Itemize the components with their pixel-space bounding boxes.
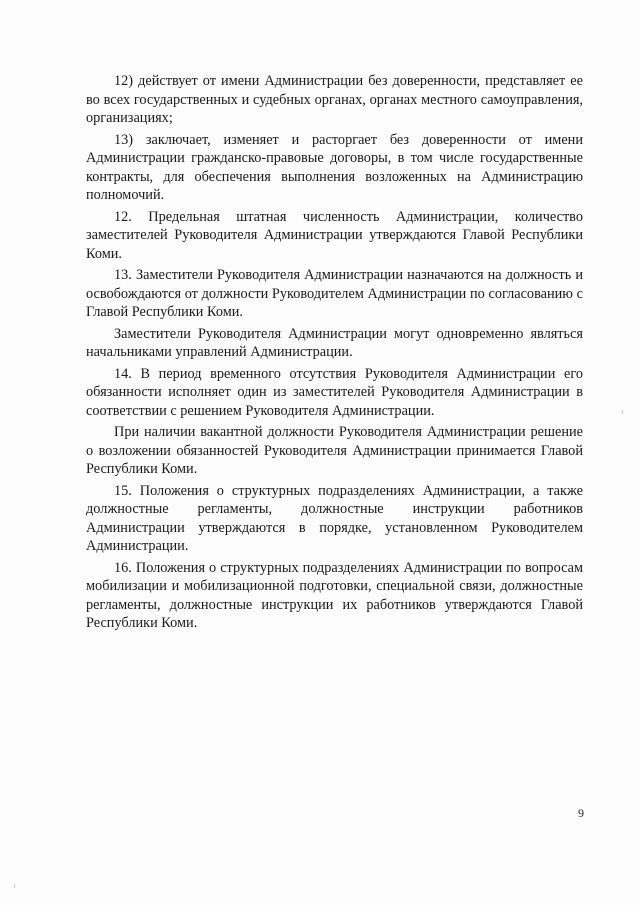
paragraph-12-1-item-13: 13) заключает, изменяет и расторгает без доверенности от имени Администрации гражданско-правовые договоры, в том числе государственные контракты, для обеспечения выполнения возложенных на Администрацию полномочий. xyxy=(86,131,583,203)
paragraph-16: 16. Положения о структурных подразделениях Администрации по вопросам мобилизации и мобилизационной подготовки, специальной связи, должностные регламенты, должностные инструкции их работников утверждаются Главой Республики Коми. xyxy=(86,559,583,631)
paragraph-13-deputies: Заместители Руководителя Администрации могут одновременно являться начальниками управлений Администрации. xyxy=(86,325,583,360)
document-body xyxy=(86,72,583,636)
paragraph-14-vacancy: При наличии вакантной должности Руководителя Администрации решение о возложении обязанностей Руководителя Администрации принимается Главой Республики Коми. xyxy=(86,424,583,477)
paragraph-12-1-item: 12) действует от имени Администрации без доверенности, представляет ее во всех государственных и судебных органах, органах местного самоуправления, организациях; xyxy=(86,73,583,126)
paragraph-12: 12. Предельная штатная численность Администрации, количество заместителей Руководителя Администрации утверждаются Главой Республики Коми. xyxy=(86,208,583,262)
scan-speck xyxy=(14,884,15,888)
paragraph-15: 15. Положения о структурных подразделениях Администрации, а также должностные регламенты, должностные инструкции работников Администрации утверждаются в порядке, установленном Руководителем Администрации. xyxy=(86,482,583,554)
page-number: 9 xyxy=(578,806,584,820)
paragraph-13: 13. Заместители Руководителя Администрации назначаются на должность и освобождаются от должности Руководителем Администрации по согласованию с Главой Республики Коми. xyxy=(86,267,583,320)
paragraph-14: 14. В период временного отсутствия Руководителя Администрации его обязанности исполняет один из заместителей Руководителя Администрации в соответствии с решением Руководителя Администрации. xyxy=(86,365,583,419)
scan-speck xyxy=(622,410,623,414)
